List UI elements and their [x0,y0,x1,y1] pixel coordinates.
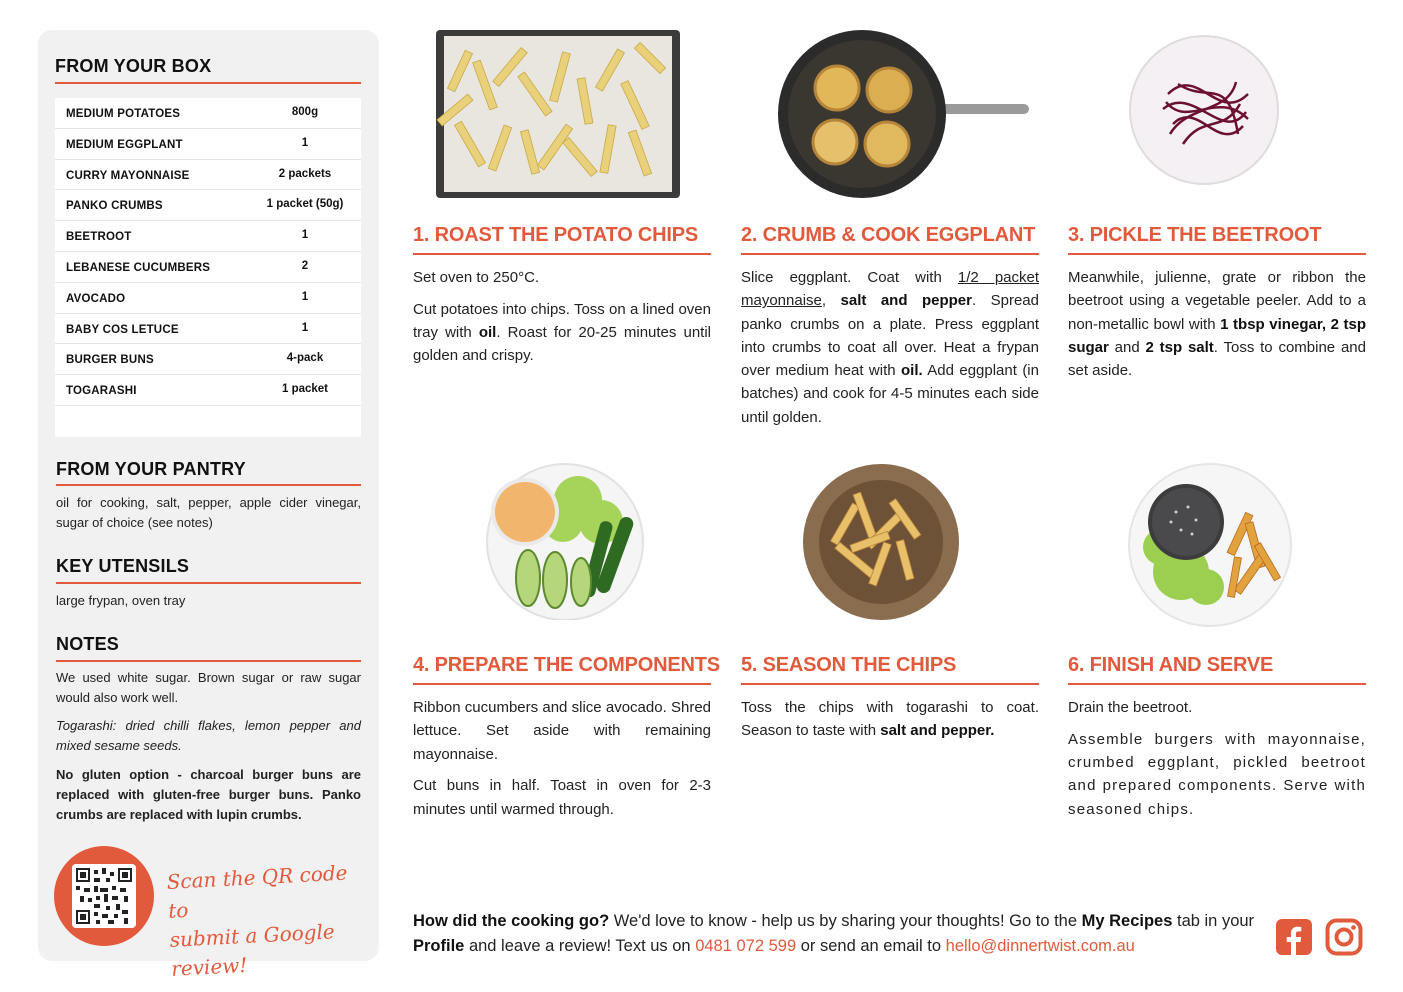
step6-rule [1068,683,1366,685]
utensils-title: KEY UTENSILS [56,556,190,576]
ingredient-qty: 1 packet (50g) [266,198,344,211]
step4-title: 4. PREPARE THE COMPONENTS [413,654,720,676]
seasoned-chips-photo [801,462,961,622]
qr-badge[interactable] [54,846,154,946]
ingredient-qty: 1 [301,136,309,149]
step2-p1: Slice eggplant. Coat with 1/2 packet mayonnaise, salt and pepper. Spread panko crumbs on a plate. Press eggplant into crumbs to coat all over. Heat a frypan over medium heat with oil. Add eggplant (in batches) and cook for 4-5 minutes each side until golden. [741,269,1040,426]
ingredient-name: TOGARASHI [66,385,137,398]
ingredient-name: PANKO CRUMBS [66,200,163,213]
box-ingredients-table [55,98,361,437]
facebook-icon[interactable] [1275,918,1313,956]
table-row [55,98,361,129]
step5-body [741,696,1039,751]
utensils-title-rule [56,582,361,584]
ingredient-name: BABY COS LETUCE [66,323,179,336]
table-row [55,221,361,252]
step1-body [413,266,711,376]
potato-chips-photo [436,30,680,198]
step5-title: 5. SEASON THE CHIPS [741,654,957,676]
step3-body [1068,266,1366,391]
pantry-title: FROM YOUR PANTRY [56,459,246,479]
qr-caption [166,858,372,984]
step1-p2: Cut potatoes into chips. Toss on a lined oven tray with oil. Roast for 20-25 minutes until golden and crispy. [413,300,711,365]
step4-body [413,696,711,829]
review-footer: How did the cooking go? We'd love to know - help us by sharing your thoughts! Go to the My Recipes tab in your Profile and leave a review! Text us on 0481 072 599 or send an email to hello@dinnertwist.com.au [413,912,1255,955]
table-row [55,375,361,406]
table-row [55,314,361,345]
step6-p1: Drain the beetroot. [1068,699,1193,716]
profile-link[interactable]: Profile [413,937,465,955]
step2-title: 2. CRUMB & COOK EGGPLANT [741,224,1036,246]
ingredient-qty: 2 packets [278,167,332,180]
table-row [55,129,361,160]
box-title: FROM YOUR BOX [55,56,212,76]
qr-code-icon [72,864,136,928]
step4-rule [413,683,711,685]
ingredient-qty: 1 [301,321,309,334]
table-row [55,252,361,283]
notes-title: NOTES [56,634,120,654]
notes-title-rule [56,660,361,662]
phone-link[interactable]: 0481 072 599 [695,937,797,955]
step3-title: 3. PICKLE THE BEETROOT [1068,224,1322,246]
utensils-text: large frypan, oven tray [56,593,186,608]
step2-body [741,266,1039,438]
step3-rule [1068,253,1366,255]
ingredient-name: MEDIUM POTATOES [66,108,181,120]
ingredient-qty: 1 packet [281,383,329,396]
ingredients-sidebar [38,30,379,981]
notes-gluten: No gluten option - charcoal burger buns are replaced with gluten-free burger buns. Panko crumbs are replaced with lupin crumbs. [56,767,361,822]
notes-sugar: We used white sugar. Brown sugar or raw sugar would also work well. [56,670,361,705]
step5-p1: Toss the chips with togarashi to coat. Season to taste with salt and pepper. [741,699,1039,740]
step6-p2: Assemble burgers with mayonnaise, crumbed eggplant, pickled beetroot and prepared components. Serve with seasoned chips. [1068,730,1366,818]
step1-p1: Set oven to 250°C. [413,269,540,286]
table-row [55,160,361,191]
footer-question: How did the cooking go? [413,912,610,930]
eggplant-pan-photo [777,30,1032,198]
ingredient-name: CURRY MAYONNAISE [66,169,190,182]
ingredient-name: BEETROOT [66,231,132,244]
email-link[interactable]: hello@dinnertwist.com.au [945,937,1135,955]
components-plate-photo [483,460,645,620]
ingredient-qty: 1 [301,290,309,303]
qr-caption-line1: Scan the QR code to [166,860,348,923]
table-row [55,283,361,314]
ingredient-qty: 800g [291,106,319,118]
ingredient-name: MEDIUM EGGPLANT [66,138,183,151]
step4-p1: Ribbon cucumbers and slice avocado. Shred lettuce. Set aside with remaining mayonnaise. [413,699,711,763]
instagram-icon[interactable] [1325,918,1363,956]
pantry-text: oil for cooking, salt, pepper, apple cider vinegar, sugar of choice (see notes) [56,495,361,530]
ingredient-qty: 1 [301,229,309,242]
box-title-rule [55,82,361,84]
table-row [55,344,361,375]
ingredient-name: BURGER BUNS [66,354,154,367]
step1-rule [413,253,711,255]
pantry-title-rule [56,484,361,486]
qr-caption-line2: submit a Google review! [169,919,336,981]
step1-title: 1. ROAST THE POTATO CHIPS [413,224,699,246]
step5-rule [741,683,1039,685]
my-recipes-link[interactable]: My Recipes [1081,912,1173,930]
step6-title: 6. FINISH AND SERVE [1068,654,1274,676]
beetroot-bowl-photo [1128,34,1280,186]
ingredient-qty: 4-pack [286,352,324,365]
step2-rule [741,253,1039,255]
ingredient-name: LEBANESE CUCUMBERS [66,261,211,274]
notes-togarashi: Togarashi: dried chilli flakes, lemon pepper and mixed sesame seeds. [56,718,361,753]
burger-plate-photo [1126,462,1294,628]
ingredient-name: AVOCADO [66,292,126,305]
table-row [55,190,361,221]
step3-p1: Meanwhile, julienne, grate or ribbon the beetroot using a vegetable peeler. Add to a non-metallic bowl with 1 tbsp vinegar, 2 tsp sugar and 2 tsp salt. Toss to combine and set aside. [1068,269,1366,380]
step4-p2: Cut buns in half. Toast in oven for 2-3 minutes until warmed through. [413,777,711,818]
ingredient-qty: 2 [301,259,309,272]
step6-body [1068,696,1366,829]
